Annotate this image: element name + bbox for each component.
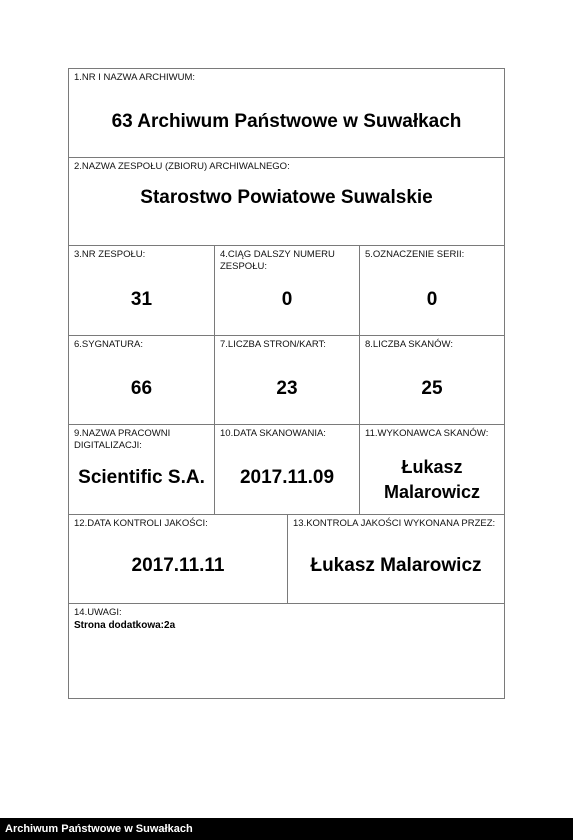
series-value: 0 bbox=[426, 289, 438, 310]
scan-date-cell bbox=[215, 425, 360, 514]
digitization-lab-label: 9.NAZWA PRACOWNI DIGITALIZACJI: bbox=[74, 428, 171, 451]
fonds-label: 2.NAZWA ZESPOŁU (ZBIORU) ARCHIWALNEGO: bbox=[74, 161, 290, 172]
fonds-row bbox=[69, 158, 504, 246]
pages-label: 7.LICZBA STRON/KART: bbox=[220, 339, 326, 350]
pages-value: 23 bbox=[276, 378, 298, 399]
fonds-continuation-label: 4.CIĄG DALSZY NUMERU ZESPOŁU: bbox=[220, 249, 335, 272]
signature-label: 6.SYGNATURA: bbox=[74, 339, 143, 350]
scanner-label: 11.WYKONAWCA SKANÓW: bbox=[365, 428, 489, 439]
remarks-value: Strona dodatkowa:2a bbox=[74, 620, 176, 631]
scans-cell bbox=[360, 336, 504, 424]
series-label: 5.OZNACZENIE SERII: bbox=[365, 249, 465, 260]
scanner-cell bbox=[360, 425, 504, 514]
footer-text: Archiwum Państwowe w Suwałkach bbox=[5, 823, 193, 835]
fonds-value: Starostwo Powiatowe Suwalskie bbox=[140, 187, 433, 208]
series-cell bbox=[360, 246, 504, 335]
pages-cell bbox=[215, 336, 360, 424]
numbers-row bbox=[69, 246, 504, 336]
quality-row bbox=[69, 515, 504, 604]
qc-by-cell bbox=[288, 515, 504, 603]
scans-value: 25 bbox=[421, 378, 443, 399]
metadata-form bbox=[68, 68, 505, 699]
archive-row bbox=[69, 69, 504, 158]
remarks-row bbox=[69, 604, 504, 700]
scan-date-value: 2017.11.09 bbox=[239, 467, 335, 488]
fonds-number-value: 31 bbox=[130, 289, 153, 310]
qc-by-value: Łukasz Malarowicz bbox=[310, 555, 482, 576]
scanner-value: Łukasz Malarowicz bbox=[383, 457, 481, 502]
scans-label: 8.LICZBA SKANÓW: bbox=[365, 339, 453, 350]
archive-label: 1.NR I NAZWA ARCHIWUM: bbox=[74, 72, 196, 83]
signature-value: 66 bbox=[130, 378, 153, 399]
counts-row bbox=[69, 336, 504, 425]
remarks-label: 14.UWAGI: bbox=[74, 607, 122, 618]
fonds-number-cell bbox=[69, 246, 215, 335]
qc-date-cell bbox=[69, 515, 288, 603]
fonds-continuation-value: 0 bbox=[281, 289, 293, 310]
scan-date-label: 10.DATA SKANOWANIA: bbox=[220, 428, 326, 439]
digitization-lab-value: Scientific S.A. bbox=[78, 467, 205, 488]
archive-value: 63 Archiwum Państwowe w Suwałkach bbox=[111, 111, 462, 132]
qc-by-label: 13.KONTROLA JAKOŚCI WYKONANA PRZEZ: bbox=[293, 518, 496, 529]
fonds-number-label: 3.NR ZESPOŁU: bbox=[74, 249, 146, 260]
digitization-row bbox=[69, 425, 504, 515]
footer-bar bbox=[0, 818, 573, 840]
digitization-lab-cell bbox=[69, 425, 215, 514]
fonds-continuation-cell bbox=[215, 246, 360, 335]
qc-date-label: 12.DATA KONTROLI JAKOŚCI: bbox=[74, 518, 208, 529]
signature-cell bbox=[69, 336, 215, 424]
qc-date-value: 2017.11.11 bbox=[131, 555, 225, 576]
